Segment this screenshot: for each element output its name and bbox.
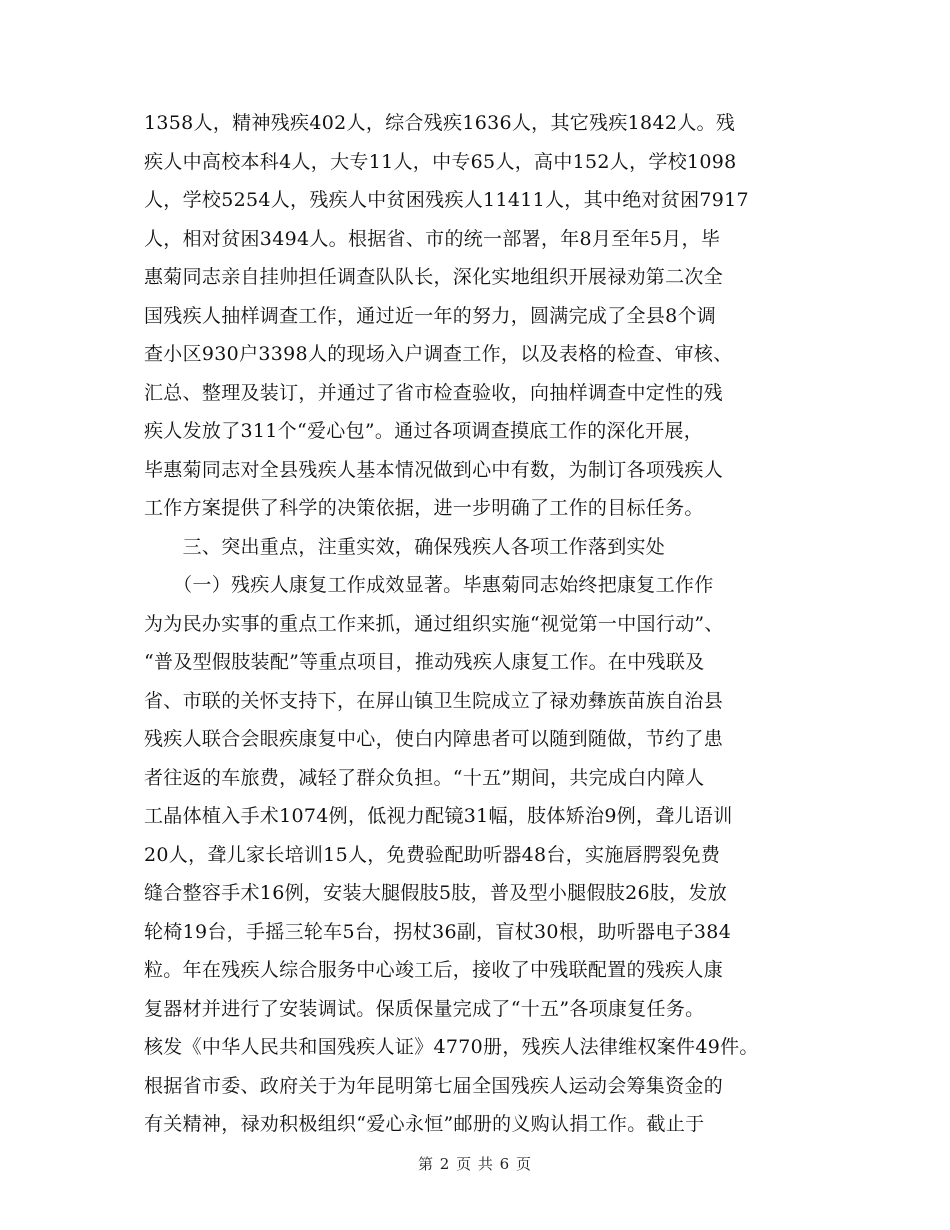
text-line: 人，学校5254人，残疾人中贫困残疾人11411人，其中绝对贫困7917 xyxy=(144,189,749,211)
text-line: 20人，聋儿家长培训15人，免费验配助听器48台，实施唇腭裂免费 xyxy=(144,843,721,866)
text-line: 汇总、整理及装订，并通过了省市检查验收，向抽样调查中定性的残 xyxy=(144,381,724,404)
text-line: 查小区930户3398人的现场入户调查工作，以及表格的检查、审核、 xyxy=(144,343,733,365)
text-line: 为为民办实事的重点工作来抓，通过组织实施“视觉第一中国行动”、 xyxy=(144,612,724,635)
text-line: 工作方案提供了科学的决策依据，进一步明确了工作的目标任务。 xyxy=(144,497,704,519)
text-line: 者往返的车旅费，减轻了群众负担。“十五”期间，共完成白内障人 xyxy=(144,766,705,789)
text-line: 疾人中高校本科4人，大专11人，中专65人，高中152人，学校1098 xyxy=(144,150,737,173)
text-line: “普及型假肢装配”等重点项目，推动残疾人康复工作。在中残联及 xyxy=(144,651,705,673)
text-line: 毕惠菊同志对全县残疾人基本情况做到心中有数，为制订各项残疾人 xyxy=(144,458,724,481)
page-number-footer: 第 2 页 共 6 页 xyxy=(418,1155,532,1173)
text-line: 惠菊同志亲自挂帅担任调查队队长，深化实地组织开展禄劝第二次全 xyxy=(144,266,724,288)
text-line: 有关精神，禄劝积极组织“爱心永恒”邮册的义购认捐工作。截止于 xyxy=(144,1113,705,1135)
text-line: 省、市联的关怀支持下，在屏山镇卫生院成立了禄劝彝族苗族自治县 xyxy=(144,689,724,712)
text-line: （一）残疾人康复工作成效显著。毕惠菊同志始终把康复工作作 xyxy=(144,574,714,596)
text-line: 人，相对贫困3494人。根据省、市的统一部署，年8月至年5月，毕 xyxy=(144,227,721,250)
text-line: 残疾人联合会眼疾康复中心，使白内障患者可以随到随做，节约了患 xyxy=(144,728,724,750)
text-line: 粒。年在残疾人综合服务中心竣工后，接收了中残联配置的残疾人康 xyxy=(144,959,724,981)
section-heading: 三、突出重点，注重实效，确保残疾人各项工作落到实处 xyxy=(144,535,666,558)
document-body xyxy=(144,104,844,1144)
text-line: 复器材并进行了安装调试。保质保量完成了“十五”各项康复任务。 xyxy=(144,997,705,1020)
text-line: 疾人发放了311个“爱心包”。通过各项调查摸底工作的深化开展， xyxy=(144,420,703,442)
text-line: 核发《中华人民共和国残疾人证》4770册，残疾人法律维权案件49件。 xyxy=(144,1036,759,1058)
text-line: 1358人，精神残疾402人，综合残疾1636人，其它残疾1842人。残 xyxy=(144,112,736,134)
text-line: 国残疾人抽样调查工作，通过近一年的努力，圆满完成了全县8个调 xyxy=(144,304,717,327)
text-line: 轮椅19台，手摇三轮车5台，拐杖36副，盲杖30根，助听器电子384 xyxy=(144,920,732,943)
text-line: 根据省市委、政府关于为年昆明第七届全国残疾人运动会筹集资金的 xyxy=(144,1074,724,1097)
text-line: 工晶体植入手术1074例，低视力配镜31幅，肢体矫治9例，聋儿语训 xyxy=(144,805,733,827)
text-line: 缝合整容手术16例，安装大腿假肢5肢，普及型小腿假肢26肢，发放 xyxy=(144,882,728,904)
